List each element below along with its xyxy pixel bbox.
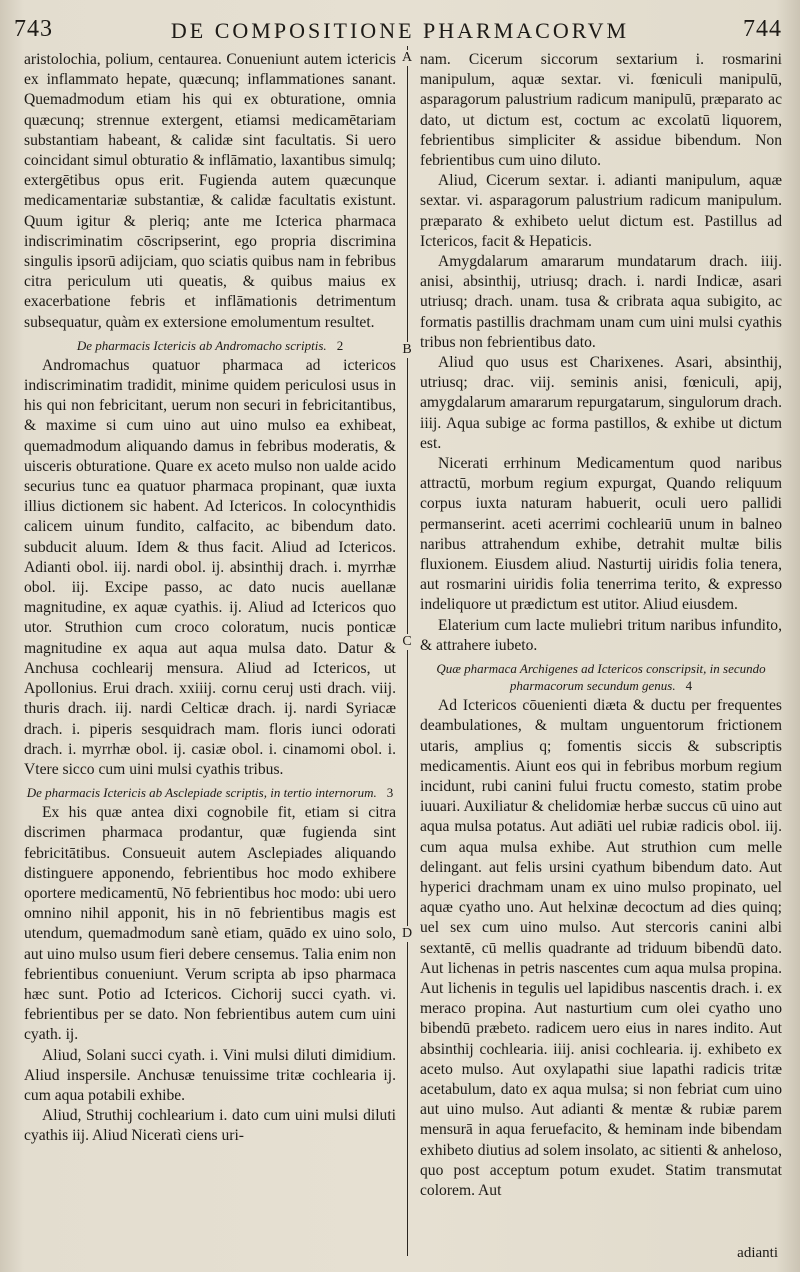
- paragraph: nam. Cicerum siccorum sextarium i. rosmarini manipulum, aquæ sextar. vi. fœniculi manipulū, asparagorum palustrium radicum manipulū, præparato ac dato, ut dictum est, coctum ac excolatū liquorem, febrientibus simpliciter & assidue bibendum. Non febrientibus cum uino diluto.: [420, 51, 782, 170]
- paragraph: Aliud, Struthij cochlearium i. dato cum uini mulsi diluti cyathis iij. Aliud Niceratì ciens uri-: [24, 1107, 396, 1145]
- running-title: DE COMPOSITIONE PHARMACORVM: [170, 18, 630, 43]
- catchword: adianti: [737, 1245, 778, 1261]
- heading-text: Quæ pharmaca Archigenes ad Ictericos conscripsit, in secundo pharmacorum secundum genus.: [436, 661, 766, 694]
- heading-text: De pharmacis Ictericis ab Andromacho scriptis.: [76, 337, 327, 353]
- margin-marker-b: B: [402, 342, 412, 357]
- page-header: [0, 14, 800, 46]
- right-page-number: 744: [743, 16, 782, 42]
- paragraph: Ad Ictericos cōuenienti diæta & ductu per frequentes deambulationes, & multam unguentorum frictionem utaris, amplius q; fomentis siccis & subscriptis medicamentis. Aiunt eos qui in febribus morbum regium incidunt, rubi canini fului fructu comesto, statim probe iuuari. Auxiliatur & chelidomiæ herbæ succus cū uino aut aqua mulsa potatus. Aut adiāti uel rubiæ radicis obol. iij. cum aqua mulsa exhibe. Aut struthion cum melle delingant. aut felis ursini cyathum bibendum dato. Aut hyperici drachmam unam ex uino mulso propinato, uel aquæ cyatho uno. Aut helxinæ decoctum ad dies quinq; uel sex cum uino mulso. Aut stercoris canini albi sextantē, cū mellis quadrante ad triduum bibendū dato. Aut lichenas in petris nascentes cum aqua mulsa propina. Aut lichenis in tegulis uel lapidibus nascentis drach. i. ex meraco propina. Aut nasturtium cum olei cyatho uno bibendū præbeto. radicem uero eius in nares indito. Aut absinthij cochlearia. iiij. anisi cochlearia. ij. exhibeto ex aceto mulso. Aut oxylapathi siue lapathi radicis tritæ acetabulum, dato ex aqua mulsa; si non febriat cum uino aut uino mulso. Aut adianti & mentæ & rubiæ parem mensurā in aqua feruefacito, & heminam inde bibendam exhibeto diutius ad solem insolato, ac sitienti & anheloso, quo post acceptum potum exudet. Statim transmutat colorem. Aut: [420, 697, 782, 1199]
- heading-text: De pharmacis Ictericis ab Asclepiade scriptis, in tertio internorum.: [26, 785, 377, 801]
- left-column: [24, 50, 396, 1244]
- paragraph: Andromachus quatuor pharmaca ad ictericos indiscriminatim tradidit, minime quidem periculosi usus in his qui non febricitant, uerum non securi in febricitantibus, & maxime si cum uino aut uino mulso ea exhibeat, quemadmodum aliquando damus in febribus moderatis, & uisceris obturatione. Quare ex aceto mulso non ualde acido securius tunc ea quatuor pharmaca propinant, quæ iuxta illius dictionem sic habent. Ad Ictericos. In colocynthidis calicem uinum fundito, calfacito, ac bibendum dato. subducit aluum. Idem & thus facit. Aliud ad Ictericos. Adianti obol. iij. nardi obol. ij. absinthij drach. i. myrrhæ obol. iij. Excipe passo, ac dato nucis auellanæ magnitudine, ex aquæ cyathis. ij. Aliud ad Ictericos quo utor. Struthion cum croco coloratum, nucis ponticæ magnitudine ex aqua aut aqua mulsa dato. Datur & Anchusa cochlearij mensura. Aliud ad Ictericos, ut Apollonius. Erui drach. xxiiij. cornu ceruj usti drach. viij. thuris drach. iij. nardi Celticæ drach. ij. nardi Syriacæ drach. i. piperis sesquidrach mam. floris iunci odorati drach. i. myrrhæ obol. ij. casiæ obol. i. cinamomi obol. i. Vtere sicco cum uini mulsi cyathis tribus.: [24, 356, 396, 778]
- column-divider: [407, 46, 408, 1256]
- paragraph: Amygdalarum amararum mundatarum drach. iiij. anisi, absinthij, utriusq; drach. i. nardi Indicæ, asari utriusq; drach. unam. tusa & cribrata aqua subigito, ac formatis pastillis drachmam unam cum uini mulsi cyathis tribus non febrientibus dato.: [420, 253, 782, 351]
- margin-marker-a: A: [401, 50, 413, 65]
- paragraph: Nicerati errhinum Medicamentum quod naribus attractū, morbum regium expurgat, Quando reliquum corpus iuxta naturam habuerit, oculi uero pallidi permanserint. aceti acerrimi cochleariū unum in balneo naribus attrahendum exhibe, detrahit multæ bilis fluxionem. Eiusdem aliud. Nasturtij uiridis folia tenera, aut rosmarini uiridis folia tenerrima terito, & expresso indeliquore ut prædictum est utitor. Aliud eiusdem.: [420, 455, 782, 614]
- paragraph: aristolochia, polium, centaurea. Conueniunt autem ictericis ex inflammato hepate, quæcunq; inflammationes sanant. Quemadmodum etiam his qui ex obturatione, omnia quæcunq; strennue extergent, etiamsi medicamētariam substantiam habeant, & calidæ sint facultatis. Si uero coincidant simul obturatio & inflāmatio, laxantibus simulq; extergētibus opus erit. Fugienda autem quæcunque medicamentariæ substantiæ, & calidæ facultatis existunt. Quum igitur & pleriq; ante me Icterica pharmaca indiscriminatim cōscripserint, ego propria discrimina singulis ipsorū adijciam, quo sciatis quibus nam in febribus citra periculum uti queatis, & quibus maius ex exacerbatione febris et inflāmationis detrimentum subsequatur, quàm ex extersione emolumentum resultet.: [24, 51, 396, 331]
- paragraph: Elaterium cum lacte muliebri tritum naribus infundito, & attrahere iubeto.: [420, 616, 782, 654]
- margin-marker-d: D: [401, 926, 413, 941]
- paragraph: Aliud, Cicerum sextar. i. adianti manipulum, aquæ sextar. vi. asparagorum palustrium radicum manipulum. præparato & exhibeto uelut dictum est. Pastillus ad Ictericos, facit & Hepaticis.: [420, 172, 782, 250]
- margin-marker-c: C: [402, 634, 412, 649]
- left-page-number: 743: [14, 16, 53, 42]
- section-number: 3: [386, 785, 394, 801]
- section-heading: [24, 784, 396, 801]
- section-number: 2: [336, 337, 344, 353]
- right-column: [420, 50, 782, 1244]
- section-number: 4: [685, 678, 693, 694]
- paragraph: Aliud, Solani succi cyath. i. Vini mulsi diluti dimidium. Aliud inspersile. Anchusæ tenuissime tritæ cochlearia ij. cum aqua potabili exhibe.: [24, 1046, 396, 1104]
- section-heading: [420, 660, 782, 694]
- paragraph: Ex his quæ antea dixi cognobile fit, etiam si citra discrimen pharmaca prodantur, quæ fugienda sint febricitātibus. Consueuit autem Asclepiades aliquando distinguere apponendo, febrientibus hoc modo exhibere oportere medicamentū, Nō febrientibus hoc modo: ubi uero omnino nihil apponit, his in nō febrientibus magis est utendum, quemadmodum sanè etiam, quādo ex uino solo, aut uino mulso usum fieri debere censemus. Talia enim non febrientibus conueniunt. Verum scripta ab ipso pharmaca hæc sunt. Potio ad Ictericos. Cichorij succi cyath. vi. febrientibus per se dato. Non febrientibus autem cum uini cyath. ij.: [24, 804, 396, 1044]
- section-heading: [24, 337, 396, 354]
- paragraph: Aliud quo usus est Charixenes. Asari, absinthij, utriusq; drac. viij. seminis anisi, fœniculi, apij, amygdalarum amararum repurgatarum, singulorum drach. iiij. Aqua subige ac forma pastillos, & exhibe ut dictum est.: [420, 354, 782, 452]
